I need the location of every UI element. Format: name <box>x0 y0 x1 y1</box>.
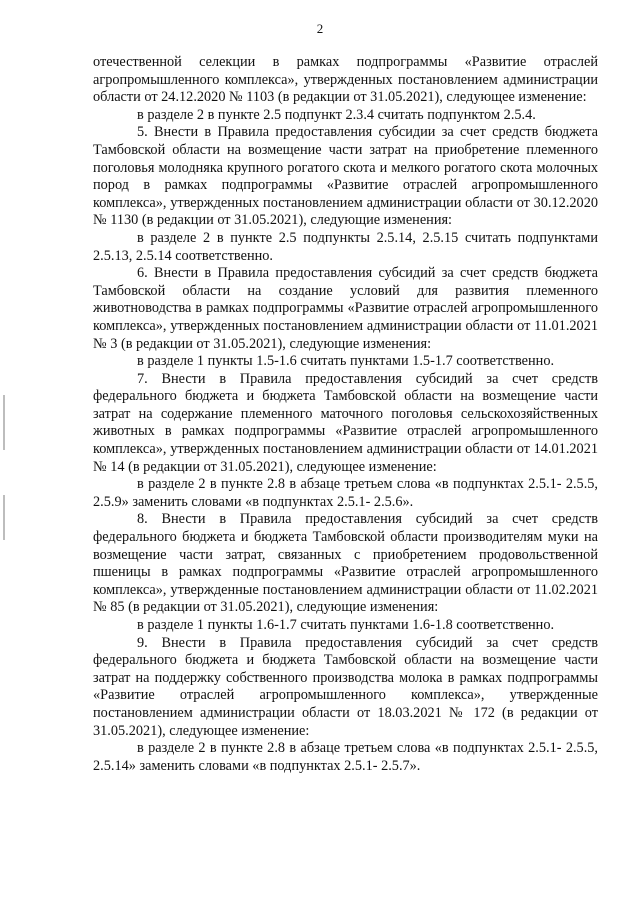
scan-margin-mark <box>3 495 5 540</box>
paragraph: 5. Внести в Правила предоставления субсидии за счет средств бюджета Тамбовской области на возмещение части затрат на приобретение племенного поголовья молодняка крупного рогатого скота и мелкого рогатого скота молочных пород в рамках подпрограммы «Развитие отраслей агропромышленного комплекса», утвержденных постановлением администрации области от 30.12.2020 № 1130 (в редакции от 31.05.2021), следующие изменения: <box>93 124 598 229</box>
paragraph: 6. Внести в Правила предоставления субсидий за счет средств бюджета Тамбовской области на создание условий для развития племенного животноводства в рамках подпрограммы «Развитие отраслей агропромышленного комплекса», утвержденных постановлением администрации области от 11.01.2021 № 3 (в редакции от 31.05.2021), следующие изменения: <box>93 265 598 352</box>
scan-margin-mark <box>3 395 5 450</box>
paragraph: в разделе 1 пункты 1.6-1.7 считать пунктами 1.6-1.8 соответственно. <box>137 617 555 633</box>
page-number: 2 <box>316 21 324 36</box>
paragraph: в разделе 2 в пункте 2.8 в абзаце третьем слова «в подпунктах 2.5.1- 2.5.5, 2.5.14» заменить словами «в подпунктах 2.5.1- 2.5.7». <box>93 740 598 774</box>
document-body <box>93 54 598 775</box>
paragraph: в разделе 2 в пункте 2.5 подпункт 2.3.4 считать подпунктом 2.5.4. <box>137 106 536 123</box>
paragraph: в разделе 2 в пункте 2.8 в абзаце третьем слова «в подпунктах 2.5.1- 2.5.5, 2.5.9» заменить словами «в подпунктах 2.5.1- 2.5.6». <box>93 476 598 510</box>
paragraph: в разделе 2 в пункте 2.5 подпункты 2.5.14, 2.5.15 считать подпунктами 2.5.13, 2.5.14 соответственно. <box>93 229 598 264</box>
paragraph: 7. Внести в Правила предоставления субсидий за счет средств федерального бюджета и бюджета Тамбовской области на возмещение части затрат на содержание племенного маточного поголовья сельскохозяйственных животных в рамках подпрограммы «Развитие отраслей агропромышленного комплекса», утвержденных постановлением администрации области от 14.01.2021 № 14 (в редакции от 31.05.2021), следующее изменение: <box>93 370 598 475</box>
paragraph: 8. Внести в Правила предоставления субсидий за счет средств федерального бюджета и бюджета Тамбовской области производителям муки на возмещение части затрат, связанных с приобретением продовольственной пшеницы в рамках подпрограммы «Развитие отраслей агропромышленного комплекса», утвержденные постановлением администрации области от 11.02.2021 № 85 (в редакции от 31.05.2021), следующие изменения: <box>93 511 598 616</box>
paragraph: 9. Внести в Правила предоставления субсидий за счет средств федерального бюджета и бюджета Тамбовской области на возмещение части затрат на поддержку собственного производства молока в рамках подпрограммы «Развитие отраслей агропромышленного комплекса», утвержденные постановлением администрации области от 18.03.2021 № 172 (в редакции от 31.05.2021), следующее изменение: <box>93 634 598 739</box>
paragraph: отечественной селекции в рамках подпрограммы «Развитие отраслей агропромышленного комплекса», утвержденных постановлением администрации области от 24.12.2020 № 1103 (в редакции от 31.05.2021), следующее изменение: <box>93 54 598 106</box>
paragraph: в разделе 1 пункты 1.5-1.6 считать пунктами 1.5-1.7 соответственно. <box>137 353 555 370</box>
